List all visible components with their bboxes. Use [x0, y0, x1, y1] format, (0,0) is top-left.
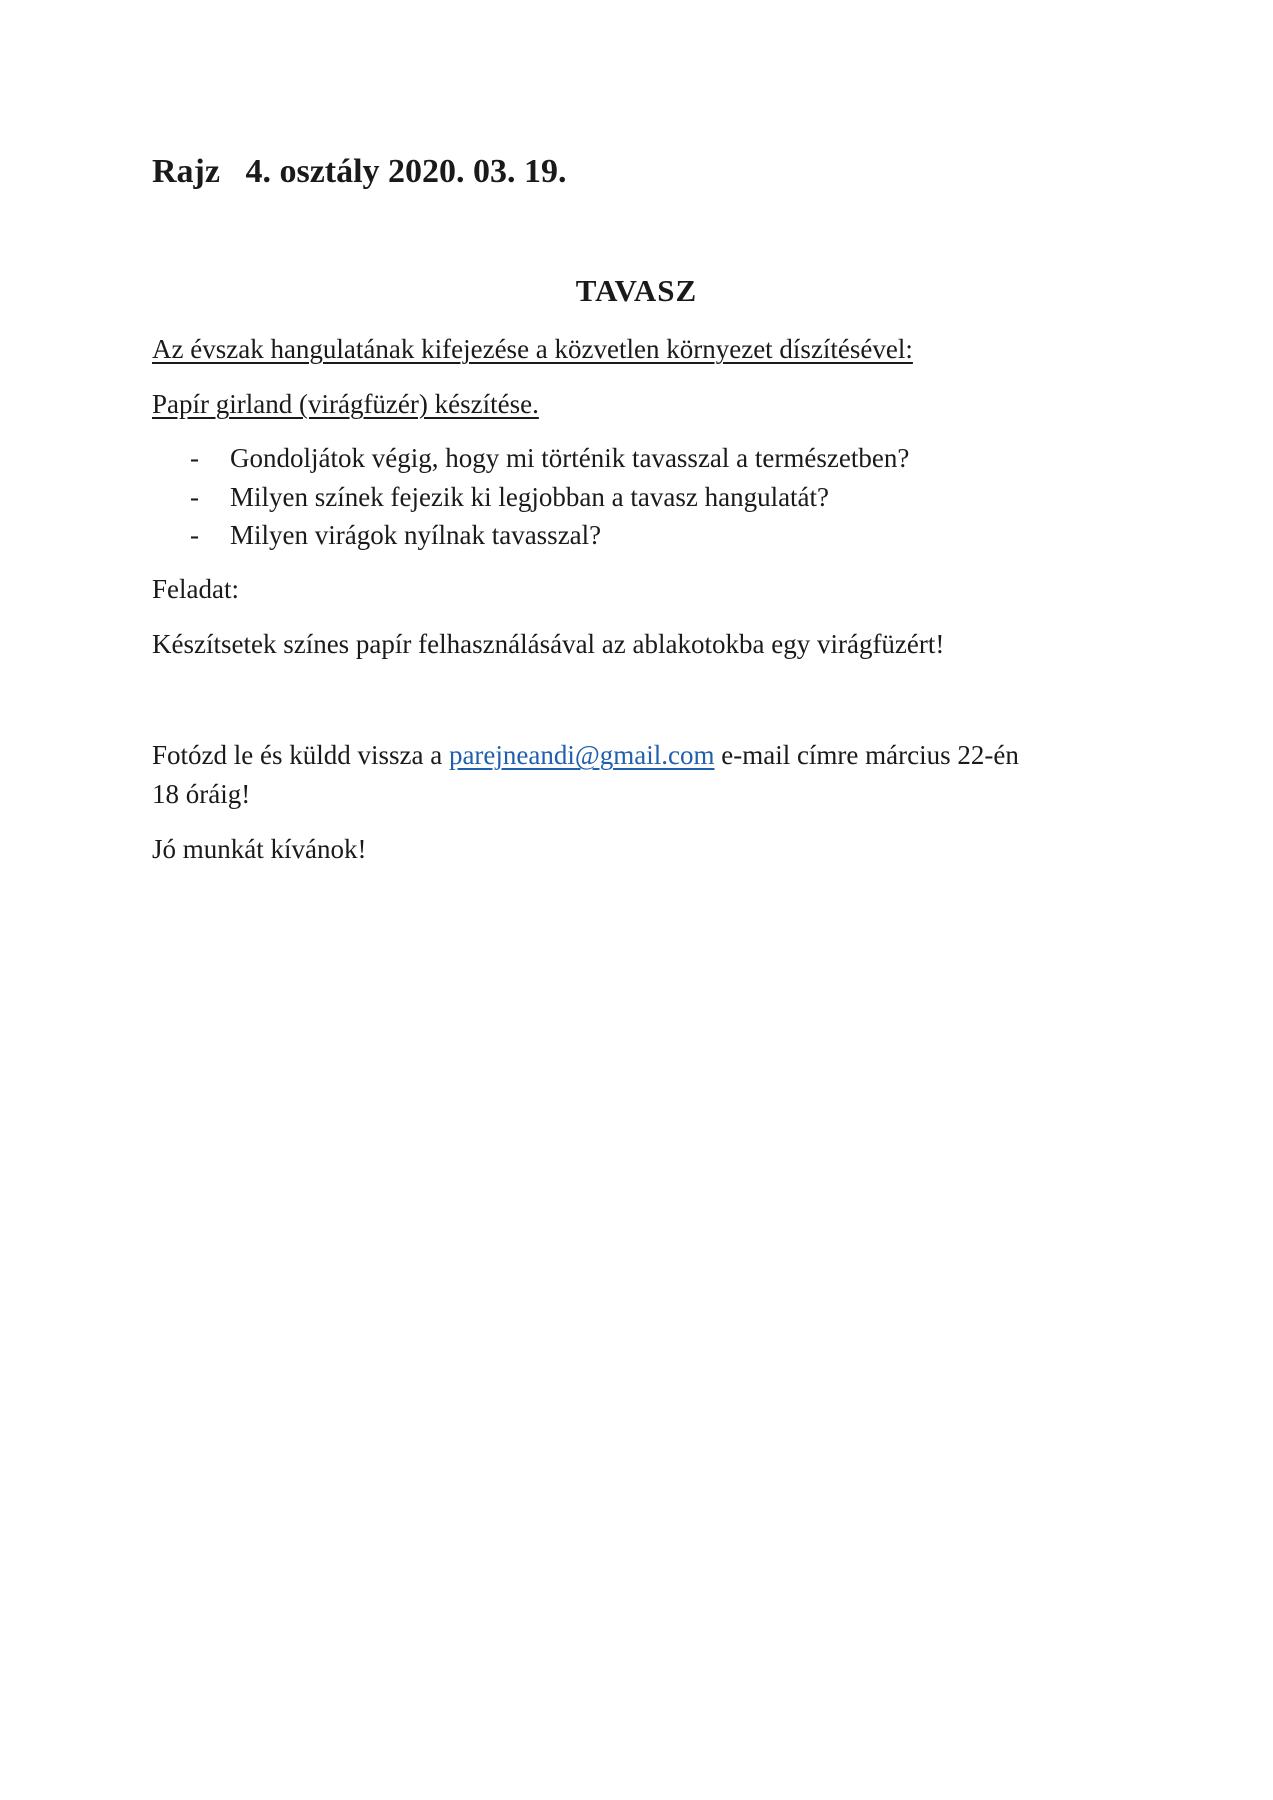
submission-line	[152, 738, 1019, 772]
email-link[interactable]: parejneandi@gmail.com	[448, 740, 715, 770]
question-item	[190, 441, 909, 475]
task-label: Feladat:	[152, 574, 239, 604]
submission-after: e-mail címre március 22-én	[714, 740, 1019, 770]
task-text: Készítsetek színes papír felhasználásával az ablakotokba egy virágfüzért!	[152, 629, 945, 659]
question-item	[190, 518, 601, 552]
bullet-dash: -	[190, 482, 199, 512]
question-item	[190, 480, 829, 514]
intro-line-1: Az évszak hangulatának kifejezése a közvetlen környezet díszítésével:	[152, 334, 913, 364]
class-date: 4. osztály 2020. 03. 19.	[245, 153, 567, 190]
submission-before: Fotózd le és küldd vissza a	[152, 740, 449, 770]
document-heading	[152, 152, 567, 192]
bullet-dash: -	[190, 520, 199, 550]
page-title: TAVASZ	[575, 273, 698, 308]
closing-line: Jó munkát kívánok!	[152, 834, 367, 864]
submission-deadline: 18 óráig!	[152, 779, 251, 809]
question-text: Milyen színek fejezik ki legjobban a tavasz hangulatát?	[230, 482, 830, 512]
question-text: Milyen virágok nyílnak tavasszal?	[230, 520, 602, 550]
question-text: Gondoljátok végig, hogy mi történik tavasszal a természetben?	[230, 443, 910, 473]
intro-line-2: Papír girland (virágfüzér) készítése.	[152, 389, 539, 419]
bullet-dash: -	[190, 443, 199, 473]
subject-label: Rajz	[152, 153, 220, 190]
